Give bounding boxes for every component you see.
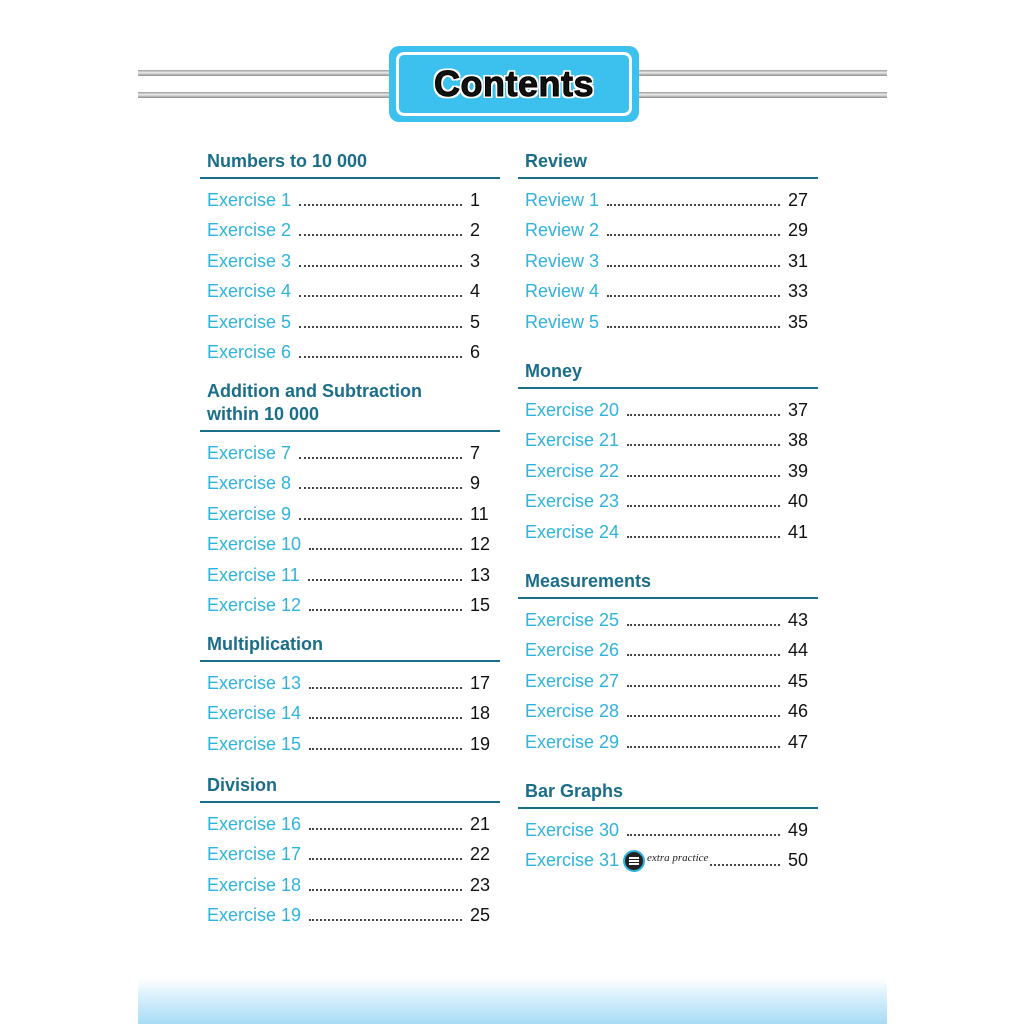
toc-entry[interactable] (200, 560, 500, 591)
entry-page: 40 (788, 491, 809, 512)
toc-entry[interactable] (200, 307, 500, 338)
section-money (518, 360, 818, 548)
toc-entry[interactable] (200, 530, 500, 561)
entry-page: 38 (788, 430, 809, 451)
entry-page: 47 (788, 731, 809, 752)
toc-entry[interactable] (518, 185, 818, 216)
toc-entry[interactable] (518, 487, 818, 518)
leader-dots (627, 833, 780, 836)
toc-entry[interactable] (200, 591, 500, 622)
section-title: Bar Graphs (518, 780, 818, 809)
leader-dots (299, 233, 462, 236)
leader-dots (627, 653, 780, 656)
toc-entry[interactable] (200, 499, 500, 530)
entry-label: Exercise 31 (525, 850, 620, 871)
leader-dots (309, 716, 462, 719)
extra-practice-icon (623, 850, 645, 872)
leader-dots (627, 413, 780, 416)
entry-page: 49 (788, 819, 809, 840)
toc-entry[interactable] (200, 901, 500, 932)
entry-page: 35 (788, 311, 809, 332)
leader-dots (309, 918, 462, 921)
entry-page: 17 (470, 672, 491, 693)
extra-practice-glyph (627, 854, 641, 868)
entry-label: Review 4 (525, 281, 600, 302)
toc-entry[interactable] (518, 636, 818, 667)
entry-page: 43 (788, 609, 809, 630)
entry-page: 33 (788, 281, 809, 302)
leader-dots (299, 294, 462, 297)
entry-page: 45 (788, 670, 809, 691)
entry-page: 22 (470, 844, 491, 865)
leader-dots (299, 456, 462, 459)
toc-entry[interactable] (200, 469, 500, 500)
entry-page: 46 (788, 701, 809, 722)
toc-entry[interactable] (200, 840, 500, 871)
entry-label: Exercise 4 (207, 281, 292, 302)
toc-entry[interactable] (200, 216, 500, 247)
entry-list (518, 395, 818, 548)
toc-entry[interactable] (518, 246, 818, 277)
entry-page: 15 (470, 595, 491, 616)
entry-page: 21 (470, 813, 491, 834)
entry-list (200, 809, 500, 931)
toc-entry[interactable] (518, 605, 818, 636)
leader-dots (309, 747, 462, 750)
toc-entry[interactable] (518, 456, 818, 487)
entry-list (200, 185, 500, 368)
entry-page: 11 (470, 503, 489, 524)
leader-dots (299, 203, 462, 206)
section-bar-graphs (518, 780, 818, 876)
entry-label: Exercise 22 (525, 460, 620, 481)
section-title: Review (518, 150, 818, 179)
entry-label: Exercise 30 (525, 819, 620, 840)
leader-dots (299, 355, 462, 358)
entry-list (518, 185, 818, 338)
entry-page: 23 (470, 874, 491, 895)
entry-label: Exercise 1 (207, 189, 292, 210)
entry-page: 37 (788, 399, 809, 420)
entry-label: Exercise 13 (207, 672, 302, 693)
section-review (518, 150, 818, 338)
entry-label: Exercise 9 (207, 503, 292, 524)
entry-page: 27 (788, 189, 809, 210)
entry-label: Review 3 (525, 250, 600, 271)
entry-page: 31 (788, 250, 809, 271)
entry-page: 13 (470, 564, 491, 585)
entry-page: 19 (470, 733, 491, 754)
entry-page: 6 (470, 342, 481, 363)
entry-label: Exercise 23 (525, 491, 620, 512)
leader-dots (607, 294, 780, 297)
entry-page: 50 (788, 850, 809, 871)
section-title-line: Addition and Subtraction (207, 381, 422, 401)
leader-dots (627, 684, 780, 687)
leader-dots (309, 547, 462, 550)
entry-page: 4 (470, 281, 481, 302)
leader-dots (299, 517, 462, 520)
entry-label: Exercise 10 (207, 534, 302, 555)
section-division (200, 774, 500, 931)
entry-label: Exercise 27 (525, 670, 620, 691)
entry-list (518, 605, 818, 758)
toc-entry[interactable] (518, 277, 818, 308)
toc-entry[interactable] (200, 809, 500, 840)
section-title: Division (200, 774, 500, 803)
toc-entry[interactable] (200, 438, 500, 469)
toc-entry[interactable] (200, 870, 500, 901)
leader-dots (627, 745, 780, 748)
toc-entry[interactable] (518, 426, 818, 457)
entry-page: 5 (470, 311, 481, 332)
entry-page: 29 (788, 220, 809, 241)
leader-dots (309, 686, 462, 689)
leader-dots (607, 264, 780, 267)
toc-entry[interactable] (518, 666, 818, 697)
entry-label: Exercise 6 (207, 342, 292, 363)
entry-label: Exercise 14 (207, 703, 302, 724)
toc-entry[interactable] (518, 517, 818, 548)
section-title: Numbers to 10 000 (200, 150, 500, 179)
extra-practice-label: extra practice (647, 851, 709, 864)
entry-list (518, 815, 818, 876)
toc-entry[interactable] (518, 846, 818, 877)
entry-label: Exercise 12 (207, 595, 302, 616)
section-title-line: within 10 000 (207, 404, 320, 424)
leader-dots (627, 474, 780, 477)
entry-label: Exercise 20 (525, 399, 620, 420)
entry-page: 1 (470, 189, 481, 210)
section-title: Multiplication (200, 633, 500, 662)
leader-dots (607, 203, 780, 206)
section-title: Money (518, 360, 818, 389)
entry-label: Exercise 8 (207, 473, 292, 494)
entry-label: Exercise 2 (207, 220, 292, 241)
entry-page: 2 (470, 220, 481, 241)
entry-label: Review 5 (525, 311, 600, 332)
entry-page: 44 (788, 640, 809, 661)
entry-label: Exercise 18 (207, 874, 302, 895)
entry-label: Exercise 21 (525, 430, 620, 451)
leader-dots (299, 486, 462, 489)
entry-label: Review 1 (525, 189, 600, 210)
page-title: Contents (434, 63, 594, 104)
toc-entry[interactable] (518, 395, 818, 426)
entry-label: Exercise 7 (207, 442, 292, 463)
leader-dots (309, 608, 462, 611)
leader-dots (627, 443, 780, 446)
toc-entry[interactable] (518, 727, 818, 758)
footer-band (138, 978, 887, 1024)
section-title (200, 380, 500, 432)
leader-dots (607, 325, 780, 328)
toc-entry[interactable] (200, 185, 500, 216)
leader-dots (299, 325, 462, 328)
toc-entry[interactable] (518, 697, 818, 728)
entry-list (200, 668, 500, 760)
entry-page: 18 (470, 703, 491, 724)
toc-entry[interactable] (200, 246, 500, 277)
leader-dots (309, 857, 462, 860)
extra-practice-badge (623, 850, 708, 872)
entry-page: 9 (470, 473, 481, 494)
entry-page: 41 (788, 521, 809, 542)
entry-label: Exercise 19 (207, 905, 302, 926)
leader-dots (627, 623, 780, 626)
entry-label: Exercise 16 (207, 813, 302, 834)
entry-page: 12 (470, 534, 491, 555)
section-title: Measurements (518, 570, 818, 599)
leader-dots (299, 264, 462, 267)
leader-dots (308, 578, 462, 581)
entry-label: Exercise 11 (207, 564, 300, 585)
section-multiplication (200, 633, 500, 760)
toc-entry[interactable] (200, 699, 500, 730)
entry-list (200, 438, 500, 621)
leader-dots (710, 863, 780, 866)
leader-dots (627, 504, 780, 507)
section-measurements (518, 570, 818, 758)
entry-label: Exercise 5 (207, 311, 292, 332)
entry-label: Exercise 3 (207, 250, 292, 271)
toc-entry[interactable] (518, 216, 818, 247)
toc-entry[interactable] (200, 277, 500, 308)
toc-entry[interactable] (200, 668, 500, 699)
toc-entry[interactable] (518, 307, 818, 338)
entry-label: Exercise 15 (207, 733, 302, 754)
entry-label: Review 2 (525, 220, 600, 241)
leader-dots (627, 535, 780, 538)
leader-dots (309, 888, 462, 891)
toc-entry[interactable] (518, 815, 818, 846)
entry-label: Exercise 26 (525, 640, 620, 661)
entry-page: 39 (788, 460, 809, 481)
leader-dots (309, 827, 462, 830)
entry-label: Exercise 29 (525, 731, 620, 752)
entry-label: Exercise 25 (525, 609, 620, 630)
entry-label: Exercise 24 (525, 521, 620, 542)
entry-page: 7 (470, 442, 481, 463)
leader-dots (607, 233, 780, 236)
section-numbers (200, 150, 500, 368)
toc-entry[interactable] (200, 729, 500, 760)
entry-label: Exercise 28 (525, 701, 620, 722)
toc-entry[interactable] (200, 338, 500, 369)
section-addition-subtraction (200, 380, 500, 621)
leader-dots (627, 714, 780, 717)
entry-page: 3 (470, 250, 481, 271)
title-banner-inner (396, 52, 632, 116)
entry-label: Exercise 17 (207, 844, 302, 865)
title-banner (389, 46, 639, 122)
entry-page: 25 (470, 905, 491, 926)
